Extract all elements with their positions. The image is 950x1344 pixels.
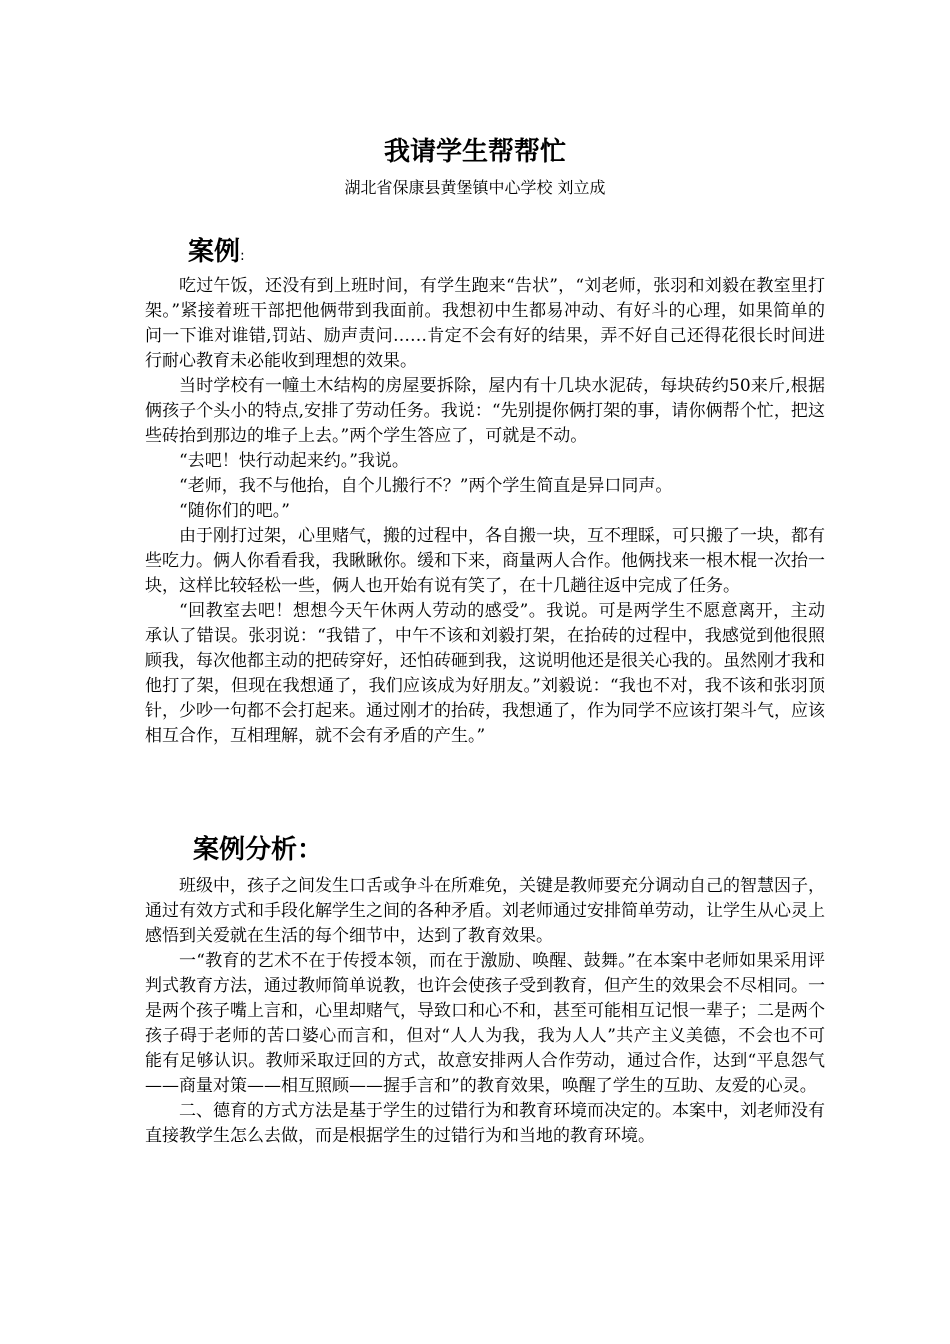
case-paragraph: 当时学校有一幢土木结构的房屋要拆除，屋内有十几块水泥砖，每块砖约50来斤,根据俩孩子个头小的特点,安排了劳动任务。我说：“先别提你俩打架的事，请你俩帮个忙，把这些砖抬到那边的堆子上去。”两个学生答应了，可就是不动。 bbox=[145, 376, 825, 446]
section-heading-case-colon: : bbox=[240, 248, 245, 264]
section-heading-case-text: 案例 bbox=[188, 237, 241, 267]
section-heading-case bbox=[188, 234, 245, 274]
case-body bbox=[145, 274, 825, 749]
case-paragraph: 由于刚打过架，心里赌气，搬的过程中，各自搬一块，互不理睬，可只搬了一块，都有些吃力。俩人你看看我，我瞅瞅你。缓和下来，商量两人合作。他俩找来一根木棍一次抬一块，这样比较轻松一些，俩人也开始有说有笑了，在十几趟往返中完成了任务。 bbox=[145, 526, 825, 596]
author-line: 湖北省保康县黄堡镇中心学校 刘立成 bbox=[344, 178, 606, 197]
case-paragraph: “回教室去吧！想想今天午休两人劳动的感受”。我说。可是两学生不愿意离开，主动承认了错误。张羽说：“我错了，中午不该和刘毅打架，在抬砖的过程中，我感觉到他很照顾我，每次他都主动的把砖穿好，还怕砖砸到我，这说明他还是很关心我的。虽然刚才我和他打了架，但现在我想通了，我们应该成为好朋友。”刘毅说：“我也不对，我不该和张羽顶针，少吵一句都不会打起来。通过刚才的抬砖，我想通了，作为同学不应该打架斗气，应该相互合作，互相理解，就不会有矛盾的产生。” bbox=[145, 601, 825, 746]
case-paragraph: “去吧！快行动起来约。”我说。 bbox=[179, 451, 409, 471]
case-paragraph: “随你们的吧。” bbox=[179, 501, 290, 521]
analysis-paragraph: 一“教育的艺术不在于传授本领，而在于激励、唤醒、鼓舞。”在本案中老师如果采用评判式教育方法，通过教师简单说教，也许会使孩子受到教育，但产生的效果会不尽相同。一是两个孩子嘴上言和，心里却赌气，导致口和心不和，甚至可能相互记恨一辈子；二是两个孩子碍于老师的苦口婆心而言和，但对“人人为我，我为人人”共产主义美德，不会也不可能有足够认识。教师采取迂回的方式，故意安排两人合作劳动，通过合作，达到“平息怨气——商量对策——相互照顾——握手言和”的教育效果，唤醒了学生的互助、友爱的心灵。 bbox=[145, 951, 825, 1096]
analysis-paragraph: 班级中，孩子之间发生口舌或争斗在所难免，关键是教师要充分调动自己的智慧因子，通过有效方式和手段化解学生之间的各种矛盾。刘老师通过安排简单劳动，让学生从心灵上感悟到关爱就在生活的每个细节中，达到了教育效果。 bbox=[145, 876, 825, 946]
analysis-body bbox=[145, 874, 825, 1149]
case-paragraph: “老师，我不与他抬，自个儿搬行不？”两个学生简直是异口同声。 bbox=[179, 476, 673, 496]
section-heading-analysis: 案例分析： bbox=[193, 835, 324, 865]
case-paragraph: 吃过午饭，还没有到上班时间，有学生跑来“告状”，“刘老师，张羽和刘毅在教室里打架。”紧接着班干部把他俩带到我面前。我想初中生都易冲动、有好斗的心理，如果简单的问一下谁对谁错,罚站、励声责问……肯定不会有好的结果，弄不好自己还得花很长时间进行耐心教育未必能收到理想的效果。 bbox=[145, 276, 825, 371]
analysis-paragraph: 二、德育的方式方法是基于学生的过错行为和教育环境而决定的。本案中，刘老师没有直接教学生怎么去做，而是根据学生的过错行为和当地的教育环境。 bbox=[145, 1101, 825, 1146]
document-title: 我请学生帮帮忙 bbox=[383, 137, 566, 167]
